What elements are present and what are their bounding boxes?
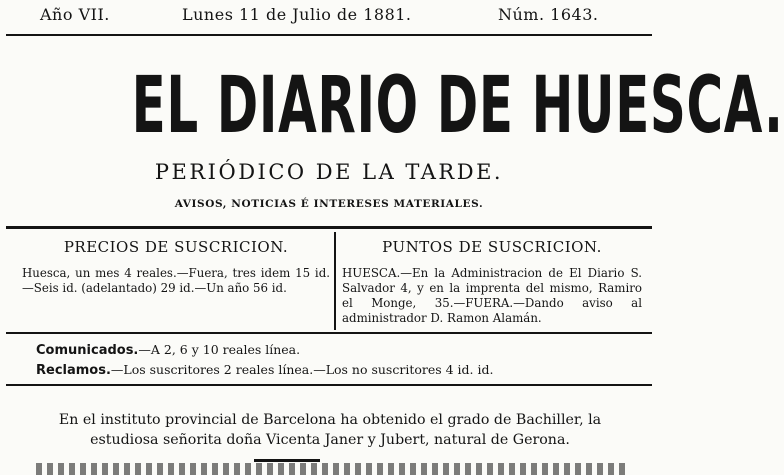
comunicados-label: Comunicados.: [36, 343, 139, 358]
prices-body: Huesca, un mes 4 reales.—Fuera, tres idem 15 id.—Seis id. (adelantado) 29 id.—Un año 56 id.: [22, 266, 330, 295]
news-item: En el instituto provincial de Barcelona ha obtenido el grado de Bachiller, la estudiosa señorita doña Vicenta Janer y Jubert, natural de Gerona.: [58, 412, 602, 448]
issue-number: Núm. 1643.: [498, 5, 599, 24]
rates-reclamos: [36, 362, 493, 378]
points-heading: PUNTOS DE SUSCRICION.: [382, 238, 602, 256]
subscription-prices: [22, 232, 330, 330]
newspaper-subtitle: PERIÓDICO DE LA TARDE.: [154, 160, 504, 184]
reclamos-text: —Los suscritores 2 reales línea.—Los no suscritores 4 id. id.: [110, 362, 494, 377]
newspaper-title: EL DIARIO DE HUESCA.: [131, 61, 784, 151]
issue-year: Año VII.: [40, 5, 110, 24]
newspaper-tagline: AVISOS, NOTICIAS É INTERESES MATERIALES.: [174, 198, 484, 210]
section-ornament: [254, 459, 320, 462]
column-divider: [334, 232, 336, 330]
comunicados-text: —A 2, 6 y 10 reales línea.: [138, 342, 301, 357]
prices-heading: PRECIOS DE SUSCRICION.: [63, 238, 289, 256]
columns-rule: [6, 332, 652, 334]
issue-header: [0, 0, 658, 30]
subscription-points: [342, 232, 642, 330]
points-body: HUESCA.—En la Administracion de El Diario S. Salvador 4, y en la imprenta del mismo, Ramiro el Monge, 35.—FUERA.—Dando aviso al administrador D. Ramon Alamán.: [342, 266, 642, 325]
header-rule: [6, 34, 652, 36]
cut-off-text: [36, 463, 626, 475]
rates-comunicados: [36, 342, 300, 358]
issue-date: Lunes 11 de Julio de 1881.: [182, 5, 412, 24]
masthead-rule: [6, 226, 652, 229]
rates-rule: [6, 384, 652, 386]
reclamos-label: Reclamos.: [36, 363, 111, 378]
